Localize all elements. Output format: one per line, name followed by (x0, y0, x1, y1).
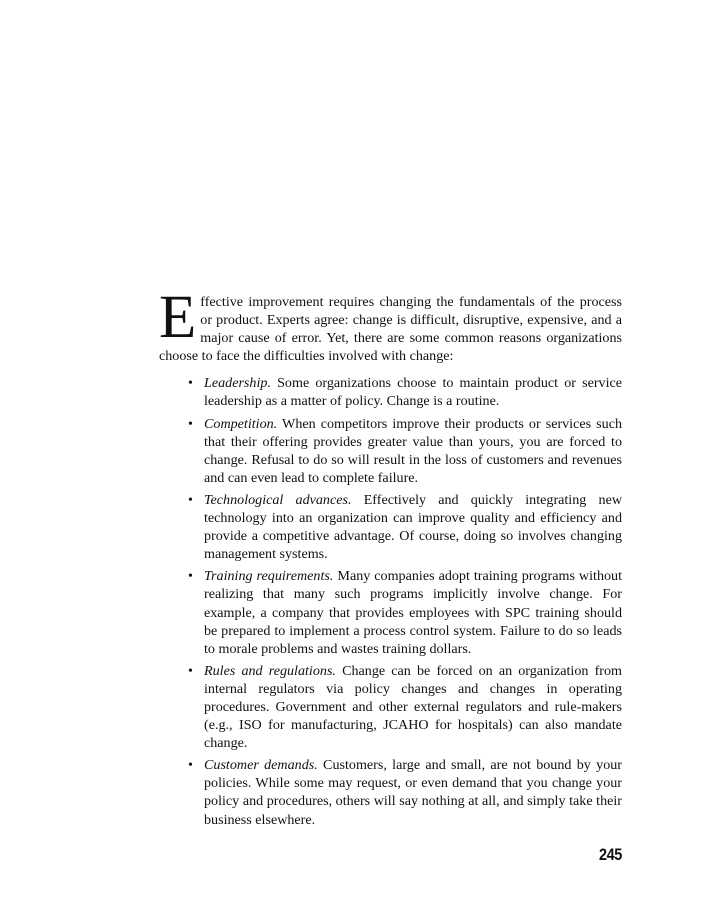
bullet-icon: • (188, 568, 193, 585)
page-number: 245 (599, 845, 622, 864)
bullet-icon: • (188, 662, 193, 679)
list-item-text: Some organizations choose to maintain product or service leadership as a matter of policy. Change is a routine. (204, 375, 622, 410)
drop-cap: E (159, 284, 197, 351)
list-item-text: Many companies adopt training programs without realizing that many such programs implicitly involve change. For example, a company that provides employees with SPC training should be prepared to implement a process control system. Failure to do so leads to morale problems and wastes training dollars. (204, 568, 622, 657)
list-item-term: Customer demands. (204, 757, 318, 774)
bullet-icon: • (188, 375, 193, 392)
list-item-term: Leadership. (204, 375, 271, 392)
list-item-training-requirements (188, 567, 622, 657)
list-item-text: When competitors improve their products or services such that their offering provides greater value than yours, you are forced to change. Refusal to do so will result in the loss of customers and revenues and can even lead to complete failure. (204, 415, 622, 486)
intro-paragraph (159, 284, 622, 365)
list-item-text: Change can be forced on an organization from internal regulators via policy changes and changes in operating procedures. Government and other external regulators and rule-makers (e.g., ISO for manufacturing, JCAHO for hospitals) can also mandate change. (204, 662, 622, 752)
list-item-customer-demands (188, 756, 622, 828)
list-item-text: Customers, large and small, are not bound by your policies. While some may request, or even demand that you change your policy and procedures, others will say nothing at all, and simply take their business elsewhere. (204, 757, 622, 828)
list-item-term: Rules and regulations. (204, 662, 336, 679)
list-item-competition (188, 415, 622, 487)
list-item-term: Technological advances. (204, 491, 352, 508)
list-item-rules-and-regulations (188, 662, 622, 752)
intro-text: ffective improvement requires changing the fundamentals of the process or product. Experts agree: change is difficult, disruptive, expensive, and a major cause of error. Yet, there are some common reasons organizations choose to face the difficulties involved with change: (159, 294, 622, 365)
list-item-technological-advances (188, 491, 622, 563)
bullet-icon: • (188, 491, 193, 508)
list-item-text: Effectively and quickly integrating new technology into an organization can improve quality and efficiency and provide a competitive advantage. Of course, doing so involves changing management systems. (204, 491, 622, 563)
list-item-term: Training requirements. (204, 568, 334, 585)
reasons-list (159, 374, 622, 828)
bullet-icon: • (188, 415, 193, 432)
page-body (159, 284, 622, 833)
list-item-term: Competition. (204, 415, 278, 432)
list-item-leadership (188, 374, 622, 410)
bullet-icon: • (188, 757, 193, 774)
